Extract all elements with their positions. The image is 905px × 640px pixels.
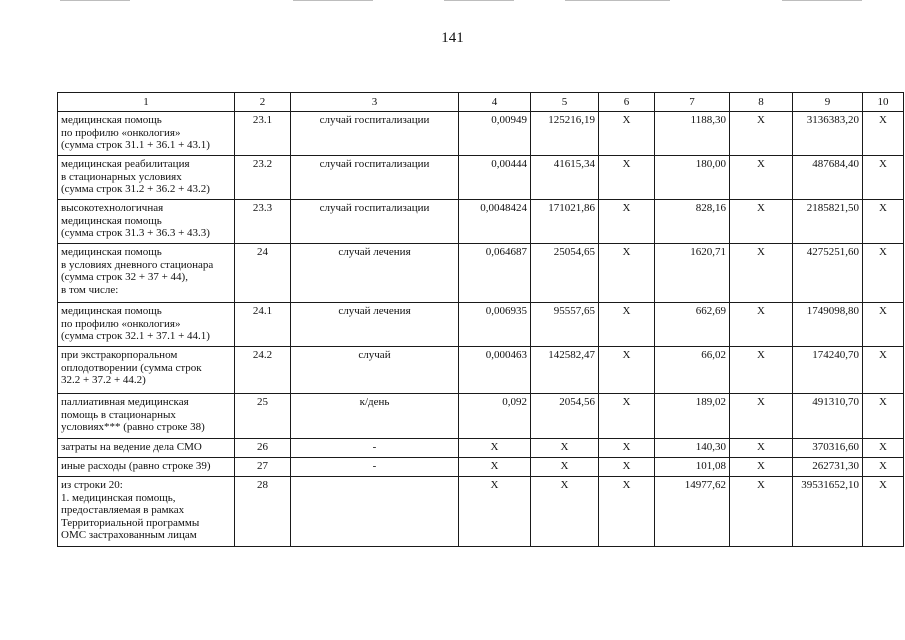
value-cell: X: [730, 156, 793, 200]
unit-cell: -: [291, 458, 459, 477]
value-cell: 3136383,20: [793, 112, 863, 156]
table-row: [58, 439, 904, 458]
row-name-line: высокотехнологичная: [61, 202, 164, 214]
value-cell: 180,00: [655, 156, 730, 200]
value-cell: 142582,47: [531, 347, 599, 394]
row-name-line: оплодотворении (сумма строк: [61, 361, 202, 374]
page-number: 141: [441, 30, 464, 46]
value-cell: X: [599, 200, 655, 244]
value-cell: 370316,60: [793, 439, 863, 458]
value-cell: 0,0048424: [459, 200, 531, 244]
row-name-cell: [58, 303, 235, 347]
row-name-line: паллиативная медицинская: [61, 396, 189, 408]
table-row: [58, 156, 904, 200]
value-cell: 1188,30: [655, 112, 730, 156]
value-cell: 140,30: [655, 439, 730, 458]
value-cell: X: [730, 303, 793, 347]
value-cell: X: [730, 458, 793, 477]
unit-cell: случай: [291, 347, 459, 394]
top-scan-rule: [565, 0, 670, 1]
value-cell: X: [730, 200, 793, 244]
header-cell: 9: [793, 93, 863, 112]
value-cell: 0,00444: [459, 156, 531, 200]
table-row: [58, 477, 904, 547]
value-cell: X: [459, 439, 531, 458]
table-row: [58, 458, 904, 477]
unit-cell: к/день: [291, 394, 459, 439]
value-cell: 662,69: [655, 303, 730, 347]
row-name-line: по профилю «онкология»: [61, 317, 181, 330]
table-row: [58, 347, 904, 394]
unit-cell: случай госпитализации: [291, 156, 459, 200]
row-name-line: в условиях дневного стационара: [61, 258, 214, 271]
row-name-line: из строки 20:: [61, 479, 123, 491]
row-name-line: при экстракорпоральном: [61, 349, 178, 361]
header-row: [58, 93, 904, 112]
row-name-line: условиях*** (равно строке 38): [61, 421, 205, 433]
row-name-cell: [58, 156, 235, 200]
row-name-line: медицинская помощь: [61, 305, 162, 317]
value-cell: 174240,70: [793, 347, 863, 394]
row-name-line: (сумма строк 32.1 + 37.1 + 44.1): [61, 330, 210, 342]
row-code-cell: 28: [235, 477, 291, 547]
value-cell: X: [863, 394, 904, 439]
row-name-line: (сумма строк 31.1 + 36.1 + 43.1): [61, 139, 210, 151]
value-cell: X: [599, 394, 655, 439]
value-cell: 0,006935: [459, 303, 531, 347]
row-name-cell: [58, 200, 235, 244]
value-cell: 95557,65: [531, 303, 599, 347]
value-cell: X: [863, 458, 904, 477]
row-name-cell: [58, 439, 235, 458]
value-cell: 1749098,80: [793, 303, 863, 347]
header-cell: 6: [599, 93, 655, 112]
value-cell: X: [459, 477, 531, 547]
row-name-cell: [58, 477, 235, 547]
header-cell: 7: [655, 93, 730, 112]
data-table: [57, 92, 904, 547]
value-cell: X: [459, 458, 531, 477]
row-name-line: помощь в стационарных: [61, 408, 176, 421]
unit-cell: -: [291, 439, 459, 458]
value-cell: X: [730, 477, 793, 547]
row-name-cell: [58, 112, 235, 156]
top-scan-rule: [293, 0, 373, 1]
header-cell: 5: [531, 93, 599, 112]
header-cell: 4: [459, 93, 531, 112]
header-cell: 8: [730, 93, 793, 112]
unit-cell: случай лечения: [291, 244, 459, 303]
row-code-cell: 24.2: [235, 347, 291, 394]
unit-cell: случай госпитализации: [291, 200, 459, 244]
value-cell: 828,16: [655, 200, 730, 244]
row-name-line: (сумма строк 31.2 + 36.2 + 43.2): [61, 183, 210, 195]
row-code-cell: 23.2: [235, 156, 291, 200]
unit-cell: [291, 477, 459, 547]
value-cell: 262731,30: [793, 458, 863, 477]
value-cell: X: [730, 112, 793, 156]
row-name-line: медицинская реабилитация: [61, 158, 190, 170]
row-name-line: в том числе:: [61, 283, 119, 296]
value-cell: 1620,71: [655, 244, 730, 303]
row-code-cell: 25: [235, 394, 291, 439]
value-cell: X: [863, 156, 904, 200]
value-cell: X: [599, 244, 655, 303]
row-code-cell: 24: [235, 244, 291, 303]
row-name-cell: [58, 458, 235, 477]
table-row: [58, 244, 904, 303]
value-cell: X: [863, 477, 904, 547]
row-code-cell: 23.1: [235, 112, 291, 156]
row-name-line: медицинская помощь: [61, 114, 162, 126]
row-name-cell: [58, 394, 235, 439]
value-cell: X: [599, 156, 655, 200]
value-cell: X: [531, 477, 599, 547]
value-cell: 491310,70: [793, 394, 863, 439]
value-cell: X: [863, 112, 904, 156]
row-code-cell: 26: [235, 439, 291, 458]
value-cell: X: [531, 439, 599, 458]
row-name-cell: [58, 347, 235, 394]
value-cell: 41615,34: [531, 156, 599, 200]
unit-cell: случай госпитализации: [291, 112, 459, 156]
top-scan-rule: [782, 0, 862, 1]
row-name-line: ОМС застрахованным лицам: [61, 529, 197, 541]
value-cell: 0,064687: [459, 244, 531, 303]
row-name-line: по профилю «онкология»: [61, 126, 181, 139]
value-cell: X: [863, 303, 904, 347]
table-row: [58, 112, 904, 156]
table-row: [58, 303, 904, 347]
header-cell: 10: [863, 93, 904, 112]
value-cell: X: [730, 439, 793, 458]
value-cell: 4275251,60: [793, 244, 863, 303]
value-cell: X: [863, 347, 904, 394]
row-name-line: Территориальной программы: [61, 516, 200, 529]
value-cell: 101,08: [655, 458, 730, 477]
value-cell: X: [599, 347, 655, 394]
row-name-cell: [58, 244, 235, 303]
top-scan-rule: [444, 0, 514, 1]
value-cell: 0,092: [459, 394, 531, 439]
table-row: [58, 200, 904, 244]
header-cell: 2: [235, 93, 291, 112]
value-cell: X: [599, 477, 655, 547]
value-cell: 2185821,50: [793, 200, 863, 244]
row-name-line: медицинская помощь: [61, 214, 162, 227]
value-cell: 39531652,10: [793, 477, 863, 547]
value-cell: 0,00949: [459, 112, 531, 156]
value-cell: X: [599, 439, 655, 458]
row-name-line: иные расходы (равно строке 39): [61, 460, 211, 472]
row-name-line: 32.2 + 37.2 + 44.2): [61, 374, 146, 386]
row-code-cell: 23.3: [235, 200, 291, 244]
value-cell: X: [863, 244, 904, 303]
value-cell: X: [599, 303, 655, 347]
value-cell: 14977,62: [655, 477, 730, 547]
value-cell: 0,000463: [459, 347, 531, 394]
value-cell: X: [599, 458, 655, 477]
value-cell: X: [863, 200, 904, 244]
value-cell: 189,02: [655, 394, 730, 439]
value-cell: 125216,19: [531, 112, 599, 156]
value-cell: 171021,86: [531, 200, 599, 244]
value-cell: X: [599, 112, 655, 156]
header-cell: 1: [58, 93, 235, 112]
unit-cell: случай лечения: [291, 303, 459, 347]
row-name-line: в стационарных условиях: [61, 170, 182, 183]
value-cell: 25054,65: [531, 244, 599, 303]
value-cell: X: [863, 439, 904, 458]
row-code-cell: 24.1: [235, 303, 291, 347]
value-cell: X: [730, 394, 793, 439]
value-cell: 2054,56: [531, 394, 599, 439]
table-row: [58, 394, 904, 439]
row-name-line: (сумма строк 32 + 37 + 44),: [61, 271, 188, 283]
row-code-cell: 27: [235, 458, 291, 477]
row-name-line: (сумма строк 31.3 + 36.3 + 43.3): [61, 227, 210, 239]
header-cell: 3: [291, 93, 459, 112]
row-name-line: медицинская помощь: [61, 246, 162, 258]
row-name-line: предоставляемая в рамках: [61, 504, 185, 516]
value-cell: X: [531, 458, 599, 477]
row-name-line: затраты на ведение дела СМО: [61, 441, 202, 453]
value-cell: X: [730, 244, 793, 303]
row-name-line: 1. медицинская помощь,: [61, 491, 176, 504]
top-scan-rule: [60, 0, 130, 1]
value-cell: X: [730, 347, 793, 394]
value-cell: 66,02: [655, 347, 730, 394]
value-cell: 487684,40: [793, 156, 863, 200]
